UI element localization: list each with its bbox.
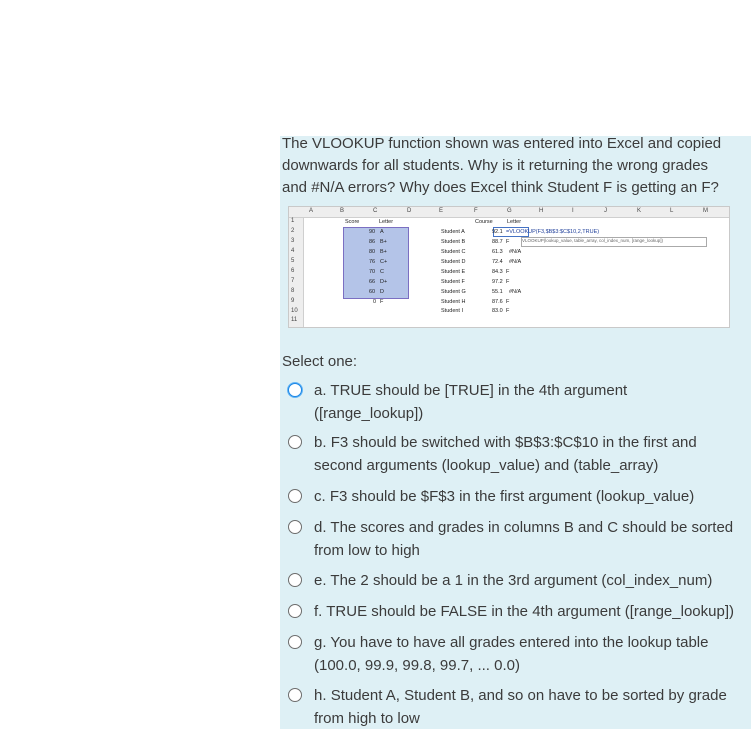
radio-h[interactable] — [288, 688, 302, 702]
option-e-text: The 2 should be a 1 in the 3rd argument (col_index_num) — [330, 572, 713, 589]
lookup-letter: D — [380, 289, 384, 295]
lookup-score: 70 — [369, 269, 376, 275]
col-header: B — [340, 208, 345, 214]
student-course: 72.4 — [492, 259, 503, 265]
column-headers — [289, 207, 729, 218]
row-header: 1 — [291, 218, 295, 224]
option-b-text: F3 should be switched with $B$3:$C$10 in the first and second arguments (lookup_value) and (table_array) — [314, 434, 697, 474]
score-header: Score — [345, 219, 360, 225]
lookup-table-selection — [343, 227, 409, 299]
row-header: 3 — [291, 238, 295, 244]
student-letter: #N/A — [509, 259, 522, 265]
option-letter: c. — [314, 488, 326, 505]
row-headers — [289, 218, 304, 327]
student-course: 87.6 — [492, 299, 503, 305]
lookup-score: 0 — [373, 299, 377, 305]
option-letter: d. — [314, 519, 327, 536]
row-header: 6 — [291, 268, 295, 274]
lookup-score: 60 — [369, 289, 376, 295]
letter-header: Letter — [379, 219, 394, 225]
row-header: 7 — [291, 278, 295, 284]
lookup-score: 90 — [369, 229, 376, 235]
col-header: M — [703, 208, 708, 214]
option-g-text: You have to have all grades entered into the lookup table (100.0, 99.9, 99.8, 99.7, ... 0.0) — [314, 634, 709, 674]
radio-f[interactable] — [288, 604, 302, 618]
col-header: C — [373, 208, 378, 214]
student-name: Student G — [441, 289, 466, 295]
row-header: 4 — [291, 248, 295, 254]
student-name: Student H — [441, 299, 466, 305]
radio-c[interactable] — [288, 489, 302, 503]
option-c-text: F3 should be $F$3 in the first argument (lookup_value) — [329, 488, 695, 505]
student-letter: F — [506, 299, 510, 305]
student-course: 97.2 — [492, 279, 503, 285]
option-d-text: The scores and grades in columns B and C should be sorted from low to high — [314, 519, 734, 559]
col-header: H — [539, 208, 544, 214]
student-name: Student B — [441, 239, 466, 245]
row-header: 9 — [291, 298, 295, 304]
col-header: J — [604, 208, 607, 214]
question-text: The VLOOKUP function shown was entered into Excel and copied downwards for all students. Why is it returning the wrong grades and #N/A errors? Why does Excel think Student F is getting an F? — [282, 135, 722, 196]
formula-tooltip: VLOOKUP(lookup_value, table_array, col_index_num, [range_lookup]) — [521, 237, 707, 247]
row-header: 2 — [291, 228, 295, 234]
col-header: F — [474, 208, 478, 214]
col-header: I — [572, 208, 574, 214]
student-name: Student D — [441, 259, 466, 265]
radio-b[interactable] — [288, 435, 302, 449]
student-name: Student F — [441, 279, 465, 285]
select-one-label: Select one: — [282, 353, 358, 370]
student-letter: #N/A — [509, 249, 522, 255]
student-letter: F — [506, 279, 510, 285]
radio-d[interactable] — [288, 520, 302, 534]
radio-g[interactable] — [288, 635, 302, 649]
lookup-letter: F — [380, 299, 384, 305]
col-header: K — [637, 208, 642, 214]
grade-letter-header: Letter — [507, 219, 522, 225]
col-header: D — [407, 208, 412, 214]
lookup-score: 66 — [369, 279, 376, 285]
student-course: 92.1 — [492, 229, 503, 235]
lookup-score: 76 — [369, 259, 376, 265]
student-letter: F — [506, 269, 510, 275]
option-letter: f. — [314, 603, 323, 620]
student-course: 83.0 — [492, 308, 503, 314]
row-header: 8 — [291, 288, 295, 294]
option-letter: g. — [314, 634, 327, 651]
lookup-letter: A — [380, 229, 384, 235]
student-letter: #N/A — [509, 289, 522, 295]
lookup-letter: B+ — [380, 239, 387, 245]
spreadsheet-image — [288, 206, 730, 328]
student-name: Student A — [441, 229, 465, 235]
radio-a[interactable] — [288, 383, 302, 397]
student-course: 55.1 — [492, 289, 503, 295]
course-header: Course — [475, 219, 493, 225]
radio-e[interactable] — [288, 573, 302, 587]
lookup-letter: B+ — [380, 249, 387, 255]
student-letter: F — [506, 308, 510, 314]
question-panel — [280, 136, 751, 729]
lookup-score: 86 — [369, 239, 376, 245]
lookup-score: 80 — [369, 249, 376, 255]
lookup-letter: D+ — [380, 279, 388, 285]
vlookup-formula: =VLOOKUP(F3,$B$3:$C$10,2,TRUE) — [506, 229, 600, 235]
student-letter: F — [506, 239, 510, 245]
option-letter: b. — [314, 434, 327, 451]
row-header: 11 — [291, 317, 298, 323]
option-h-text: Student A, Student B, and so on have to be sorted by grade from high to low — [314, 687, 727, 727]
student-course: 88.7 — [492, 239, 503, 245]
student-name: Student I — [441, 308, 464, 314]
student-name: Student E — [441, 269, 466, 275]
student-course: 84.3 — [492, 269, 503, 275]
student-name: Student C — [441, 249, 466, 255]
student-course: 61.3 — [492, 249, 503, 255]
option-a-text: TRUE should be [TRUE] in the 4th argument ([range_lookup]) — [314, 382, 628, 422]
row-header: 10 — [291, 308, 298, 314]
option-letter: h. — [314, 687, 327, 704]
col-header: G — [507, 208, 512, 214]
col-header: A — [309, 208, 314, 214]
col-header: L — [670, 208, 674, 214]
option-letter: a. — [314, 382, 327, 399]
option-letter: e. — [314, 572, 327, 589]
col-header: E — [439, 208, 444, 214]
lookup-letter: C+ — [380, 259, 388, 265]
row-header: 5 — [291, 258, 295, 264]
option-f-text: TRUE should be FALSE in the 4th argument ([range_lookup]) — [326, 603, 734, 620]
lookup-letter: C — [380, 269, 384, 275]
